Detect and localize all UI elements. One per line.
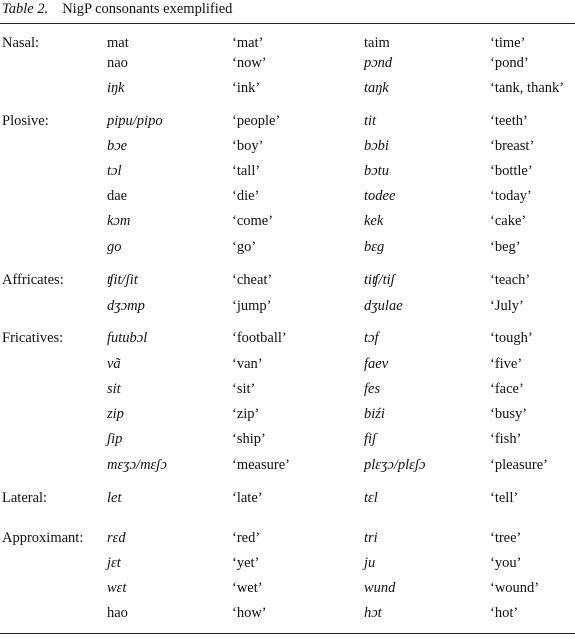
left-gloss-cell: ‘cheat’ (232, 272, 273, 288)
right-gloss-cell: ‘teach’ (490, 272, 531, 288)
left-form-cell: kɔm (107, 213, 131, 229)
left-gloss-cell: ‘football’ (232, 330, 287, 346)
left-gloss-cell: ‘yet’ (232, 555, 260, 571)
right-gloss-cell: ‘bottle’ (490, 163, 533, 179)
right-form-cell: bɔbi (364, 138, 389, 154)
right-gloss-cell: ‘you’ (490, 555, 522, 571)
right-form-cell: tri (364, 530, 378, 546)
left-form-cell: let (107, 490, 122, 506)
bottom-rule (0, 633, 575, 634)
right-form-cell: fes (364, 381, 381, 397)
right-form-cell: biźi (364, 406, 385, 422)
category-label: Fricatives: (2, 330, 64, 346)
left-form-cell: wɛt (107, 580, 127, 596)
right-form-cell: taŋk (364, 80, 389, 96)
right-form-cell: kek (364, 213, 384, 229)
right-gloss-cell: ‘beg’ (490, 239, 521, 255)
right-gloss-cell: ‘pond’ (490, 55, 529, 71)
left-form-cell: ʧit/ʃit (107, 272, 138, 288)
right-form-cell: ju (364, 555, 376, 571)
right-form-cell: tɛl (364, 490, 378, 506)
left-gloss-cell: ‘mat’ (232, 35, 264, 51)
left-gloss-cell: ‘red’ (232, 530, 261, 546)
top-rule (0, 23, 575, 24)
category-label: Lateral: (2, 490, 48, 506)
left-gloss-cell: ‘wet’ (232, 580, 263, 596)
left-form-cell: futubɔl (107, 330, 148, 346)
category-label: Affricates: (2, 272, 64, 288)
right-form-cell: plɛʒɔ/plɛʃɔ (364, 457, 426, 473)
left-gloss-cell: ‘van’ (232, 356, 263, 372)
right-gloss-cell: ‘July’ (490, 298, 524, 314)
left-gloss-cell: ‘die’ (232, 188, 260, 204)
left-gloss-cell: ‘go’ (232, 239, 257, 255)
right-form-cell: bɛg (364, 239, 385, 255)
left-gloss-cell: ‘ship’ (232, 431, 266, 447)
right-gloss-cell: ‘teeth’ (490, 113, 528, 129)
right-gloss-cell: ‘tell’ (490, 490, 519, 506)
left-gloss-cell: ‘tall’ (232, 163, 261, 179)
left-form-cell: dae (107, 188, 128, 204)
left-form-cell: rɛd (107, 530, 126, 546)
left-form-cell: go (107, 239, 122, 255)
right-gloss-cell: ‘face’ (490, 381, 524, 397)
right-form-cell: dʒulae (364, 298, 403, 314)
left-gloss-cell: ‘jump’ (232, 298, 272, 314)
right-gloss-cell: ‘tank, thank’ (490, 80, 565, 96)
right-form-cell: bɔtu (364, 163, 389, 179)
left-form-cell: bɔe (107, 138, 128, 154)
right-form-cell: faev (364, 356, 389, 372)
left-form-cell: vã (107, 356, 121, 372)
left-gloss-cell: ‘late’ (232, 490, 263, 506)
left-form-cell: pipu/pipo (107, 113, 163, 129)
left-gloss-cell: ‘ink’ (232, 80, 261, 96)
left-form-cell: hao (107, 605, 128, 621)
left-form-cell: sit (107, 381, 121, 397)
category-label: Plosive: (2, 113, 49, 129)
right-form-cell: wund (364, 580, 396, 596)
left-gloss-cell: ‘measure’ (232, 457, 290, 473)
right-form-cell: todee (364, 188, 396, 204)
right-gloss-cell: ‘hot’ (490, 605, 519, 621)
right-gloss-cell: ‘five’ (490, 356, 523, 372)
left-form-cell: jɛt (107, 555, 121, 571)
left-gloss-cell: ‘come’ (232, 213, 274, 229)
right-gloss-cell: ‘tree’ (490, 530, 522, 546)
left-form-cell: dʒɔmp (107, 298, 145, 314)
right-gloss-cell: ‘time’ (490, 35, 526, 51)
right-gloss-cell: ‘fish’ (490, 431, 522, 447)
right-form-cell: pɔnd (364, 55, 393, 71)
right-form-cell: tɔf (364, 330, 379, 346)
right-gloss-cell: ‘today’ (490, 188, 532, 204)
table-title: NigP consonants exemplified (62, 1, 233, 17)
right-gloss-cell: ‘cake’ (490, 213, 527, 229)
left-form-cell: ʃip (107, 431, 123, 447)
left-gloss-cell: ‘zip’ (232, 406, 260, 422)
left-gloss-cell: ‘now’ (232, 55, 267, 71)
right-gloss-cell: ‘tough’ (490, 330, 533, 346)
left-form-cell: zip (107, 406, 124, 422)
right-gloss-cell: ‘breast’ (490, 138, 535, 154)
left-form-cell: mat (107, 35, 129, 51)
left-form-cell: tɔl (107, 163, 122, 179)
category-label: Nasal: (2, 35, 40, 51)
left-form-cell: nao (107, 55, 128, 71)
left-form-cell: iŋk (107, 80, 125, 96)
left-gloss-cell: ‘sit’ (232, 381, 256, 397)
category-label: Approximant: (2, 530, 84, 546)
left-gloss-cell: ‘boy’ (232, 138, 264, 154)
right-form-cell: fiʃ (364, 431, 377, 447)
table-caption (2, 0, 232, 18)
left-gloss-cell: ‘how’ (232, 605, 267, 621)
right-form-cell: tiʧ/tiʃ (364, 272, 395, 288)
table-number: Table 2. (2, 1, 49, 17)
left-gloss-cell: ‘people’ (232, 113, 281, 129)
right-gloss-cell: ‘pleasure’ (490, 457, 548, 473)
right-gloss-cell: ‘busy’ (490, 406, 528, 422)
right-form-cell: hɔt (364, 605, 382, 621)
right-form-cell: tit (364, 113, 377, 129)
left-form-cell: mɛʒɔ/mɛʃɔ (107, 457, 167, 473)
right-gloss-cell: ‘wound’ (490, 580, 540, 596)
right-form-cell: taim (364, 35, 390, 51)
